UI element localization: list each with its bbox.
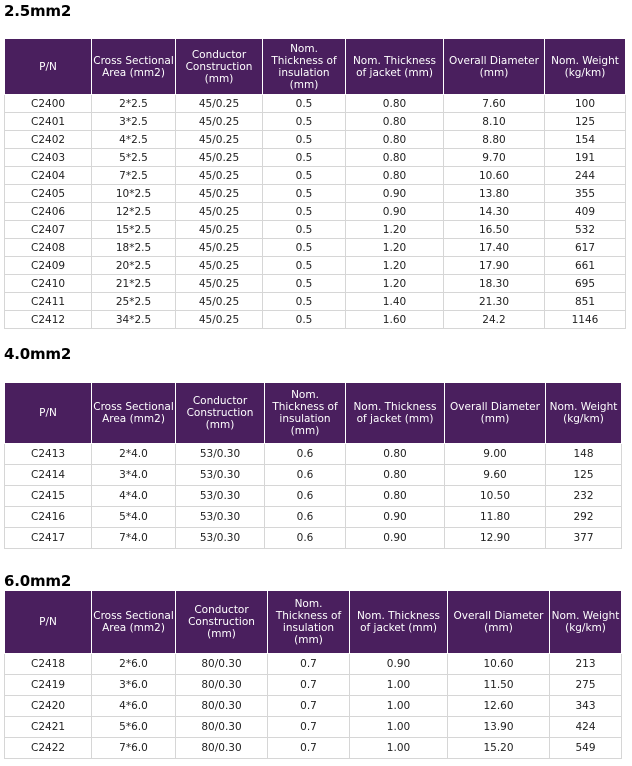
cell-conductor: 45/0.25	[176, 113, 263, 131]
cell-insulation: 0.5	[263, 239, 346, 257]
column-header-weight: Nom. Weight (kg/km)	[546, 383, 622, 444]
cell-area: 3*6.0	[92, 675, 176, 696]
cell-area: 2*6.0	[92, 654, 176, 675]
cell-diameter: 8.10	[444, 113, 545, 131]
cell-insulation: 0.7	[268, 717, 350, 738]
cell-pn: C2403	[5, 149, 92, 167]
cell-jacket: 0.90	[346, 528, 445, 549]
spec-table	[4, 590, 622, 759]
cell-insulation: 0.5	[263, 185, 346, 203]
cell-jacket: 0.80	[346, 167, 444, 185]
cell-insulation: 0.6	[265, 465, 346, 486]
cell-area: 25*2.5	[92, 293, 176, 311]
spec-table	[4, 38, 626, 329]
cell-pn: C2422	[5, 738, 92, 759]
cell-weight: 355	[545, 185, 626, 203]
column-header-pn: P/N	[5, 39, 92, 95]
cell-jacket: 0.90	[346, 507, 445, 528]
table-row	[5, 185, 626, 203]
cell-pn: C2406	[5, 203, 92, 221]
cell-diameter: 10.60	[448, 654, 550, 675]
cell-weight: 292	[546, 507, 622, 528]
table-row	[5, 221, 626, 239]
cell-conductor: 45/0.25	[176, 131, 263, 149]
cell-pn: C2412	[5, 311, 92, 329]
cell-insulation: 0.7	[268, 675, 350, 696]
cell-jacket: 1.40	[346, 293, 444, 311]
table-row	[5, 239, 626, 257]
cell-weight: 244	[545, 167, 626, 185]
cell-insulation: 0.5	[263, 257, 346, 275]
cell-diameter: 8.80	[444, 131, 545, 149]
cell-diameter: 17.40	[444, 239, 545, 257]
cell-conductor: 45/0.25	[176, 311, 263, 329]
column-header-area: Cross Sectional Area (mm2)	[92, 383, 176, 444]
cell-jacket: 1.00	[350, 717, 448, 738]
cell-area: 21*2.5	[92, 275, 176, 293]
cell-weight: 154	[545, 131, 626, 149]
cell-jacket: 0.80	[346, 131, 444, 149]
cell-area: 15*2.5	[92, 221, 176, 239]
cell-diameter: 9.60	[445, 465, 546, 486]
table-row	[5, 257, 626, 275]
cell-pn: C2420	[5, 696, 92, 717]
cell-conductor: 45/0.25	[176, 257, 263, 275]
cell-conductor: 80/0.30	[176, 738, 268, 759]
cell-diameter: 10.50	[445, 486, 546, 507]
cell-area: 20*2.5	[92, 257, 176, 275]
cell-conductor: 53/0.30	[176, 507, 265, 528]
cell-area: 12*2.5	[92, 203, 176, 221]
cell-pn: C2400	[5, 95, 92, 113]
cell-jacket: 1.00	[350, 675, 448, 696]
cell-conductor: 45/0.25	[176, 293, 263, 311]
cell-weight: 549	[550, 738, 622, 759]
cell-pn: C2419	[5, 675, 92, 696]
cell-insulation: 0.5	[263, 221, 346, 239]
cell-area: 7*6.0	[92, 738, 176, 759]
cell-jacket: 1.20	[346, 275, 444, 293]
column-header-pn: P/N	[5, 591, 92, 654]
cell-conductor: 53/0.30	[176, 444, 265, 465]
column-header-weight: Nom. Weight (kg/km)	[545, 39, 626, 95]
cell-jacket: 0.90	[350, 654, 448, 675]
cell-jacket: 1.60	[346, 311, 444, 329]
cell-diameter: 11.80	[445, 507, 546, 528]
header-row	[5, 383, 622, 444]
column-header-insulation: Nom. Thickness of insulation (mm)	[268, 591, 350, 654]
cell-pn: C2416	[5, 507, 92, 528]
cell-area: 4*6.0	[92, 696, 176, 717]
cell-area: 3*4.0	[92, 465, 176, 486]
table-row	[5, 131, 626, 149]
cell-area: 4*2.5	[92, 131, 176, 149]
cell-jacket: 0.80	[346, 95, 444, 113]
cell-diameter: 13.90	[448, 717, 550, 738]
cell-weight: 661	[545, 257, 626, 275]
table-row	[5, 738, 622, 759]
cell-diameter: 9.70	[444, 149, 545, 167]
cell-area: 3*2.5	[92, 113, 176, 131]
cell-conductor: 53/0.30	[176, 486, 265, 507]
cell-conductor: 45/0.25	[176, 221, 263, 239]
cell-weight: 377	[546, 528, 622, 549]
cell-jacket: 1.00	[350, 738, 448, 759]
cell-area: 34*2.5	[92, 311, 176, 329]
cell-diameter: 12.90	[445, 528, 546, 549]
cell-conductor: 45/0.25	[176, 203, 263, 221]
section-title: 4.0mm2	[4, 345, 72, 363]
cell-diameter: 17.90	[444, 257, 545, 275]
cell-weight: 424	[550, 717, 622, 738]
column-header-diameter: Overall Diameter (mm)	[445, 383, 546, 444]
table-row	[5, 311, 626, 329]
cell-area: 4*4.0	[92, 486, 176, 507]
cell-area: 2*4.0	[92, 444, 176, 465]
cell-insulation: 0.6	[265, 507, 346, 528]
cell-pn: C2407	[5, 221, 92, 239]
column-header-jacket: Nom. Thickness of jacket (mm)	[346, 39, 444, 95]
cell-weight: 695	[545, 275, 626, 293]
cell-diameter: 14.30	[444, 203, 545, 221]
cell-pn: C2411	[5, 293, 92, 311]
cell-pn: C2417	[5, 528, 92, 549]
cell-insulation: 0.5	[263, 203, 346, 221]
cell-area: 7*2.5	[92, 167, 176, 185]
cell-weight: 125	[545, 113, 626, 131]
cell-weight: 100	[545, 95, 626, 113]
table-row	[5, 149, 626, 167]
cell-weight: 213	[550, 654, 622, 675]
table-row	[5, 486, 622, 507]
cell-weight: 125	[546, 465, 622, 486]
spec-table	[4, 382, 622, 549]
cell-jacket: 0.80	[346, 113, 444, 131]
cell-insulation: 0.6	[265, 486, 346, 507]
cell-insulation: 0.6	[265, 528, 346, 549]
header-row	[5, 39, 626, 95]
cell-jacket: 0.80	[346, 486, 445, 507]
cell-area: 18*2.5	[92, 239, 176, 257]
cell-area: 5*2.5	[92, 149, 176, 167]
cell-pn: C2415	[5, 486, 92, 507]
cell-pn: C2413	[5, 444, 92, 465]
cell-weight: 191	[545, 149, 626, 167]
cell-diameter: 16.50	[444, 221, 545, 239]
header-row	[5, 591, 622, 654]
cell-weight: 343	[550, 696, 622, 717]
cell-conductor: 45/0.25	[176, 239, 263, 257]
cell-insulation: 0.7	[268, 654, 350, 675]
cell-area: 5*4.0	[92, 507, 176, 528]
cell-jacket: 1.20	[346, 257, 444, 275]
column-header-insulation: Nom. Thickness of insulation (mm)	[263, 39, 346, 95]
cell-pn: C2410	[5, 275, 92, 293]
cell-diameter: 11.50	[448, 675, 550, 696]
table-row	[5, 444, 622, 465]
cell-diameter: 18.30	[444, 275, 545, 293]
cell-weight: 232	[546, 486, 622, 507]
cell-conductor: 45/0.25	[176, 95, 263, 113]
cell-insulation: 0.5	[263, 95, 346, 113]
table-row	[5, 528, 622, 549]
cell-jacket: 0.80	[346, 465, 445, 486]
cell-conductor: 80/0.30	[176, 696, 268, 717]
cell-insulation: 0.5	[263, 293, 346, 311]
cell-diameter: 15.20	[448, 738, 550, 759]
cell-weight: 409	[545, 203, 626, 221]
table-row	[5, 717, 622, 738]
cell-diameter: 9.00	[445, 444, 546, 465]
column-header-conductor: Conductor Construction (mm)	[176, 591, 268, 654]
table-row	[5, 293, 626, 311]
cell-weight: 532	[545, 221, 626, 239]
cell-insulation: 0.5	[263, 167, 346, 185]
section-title: 6.0mm2	[4, 572, 72, 590]
table-row	[5, 675, 622, 696]
cell-insulation: 0.5	[263, 275, 346, 293]
cell-area: 2*2.5	[92, 95, 176, 113]
column-header-diameter: Overall Diameter (mm)	[444, 39, 545, 95]
cell-weight: 275	[550, 675, 622, 696]
cell-conductor: 45/0.25	[176, 275, 263, 293]
cell-insulation: 0.7	[268, 738, 350, 759]
cell-jacket: 1.00	[350, 696, 448, 717]
cell-insulation: 0.7	[268, 696, 350, 717]
cell-jacket: 0.80	[346, 444, 445, 465]
cell-conductor: 53/0.30	[176, 528, 265, 549]
cell-weight: 617	[545, 239, 626, 257]
cell-jacket: 0.80	[346, 149, 444, 167]
column-header-insulation: Nom. Thickness of insulation (mm)	[265, 383, 346, 444]
cell-pn: C2418	[5, 654, 92, 675]
column-header-weight: Nom. Weight (kg/km)	[550, 591, 622, 654]
cell-jacket: 0.90	[346, 185, 444, 203]
cell-diameter: 10.60	[444, 167, 545, 185]
cell-insulation: 0.5	[263, 113, 346, 131]
cell-weight: 148	[546, 444, 622, 465]
cell-area: 7*4.0	[92, 528, 176, 549]
column-header-conductor: Conductor Construction (mm)	[176, 39, 263, 95]
table-row	[5, 275, 626, 293]
cell-pn: C2409	[5, 257, 92, 275]
table-row	[5, 167, 626, 185]
cell-insulation: 0.6	[265, 444, 346, 465]
cell-jacket: 0.90	[346, 203, 444, 221]
cell-diameter: 7.60	[444, 95, 545, 113]
section-title: 2.5mm2	[4, 2, 72, 20]
cell-jacket: 1.20	[346, 221, 444, 239]
cell-diameter: 13.80	[444, 185, 545, 203]
cell-conductor: 80/0.30	[176, 675, 268, 696]
cell-weight: 851	[545, 293, 626, 311]
table-row	[5, 654, 622, 675]
table-row	[5, 203, 626, 221]
table-row	[5, 465, 622, 486]
cell-insulation: 0.5	[263, 311, 346, 329]
cell-conductor: 53/0.30	[176, 465, 265, 486]
table-row	[5, 507, 622, 528]
cell-diameter: 24.2	[444, 311, 545, 329]
column-header-area: Cross Sectional Area (mm2)	[92, 39, 176, 95]
cell-pn: C2401	[5, 113, 92, 131]
cell-pn: C2414	[5, 465, 92, 486]
table-row	[5, 696, 622, 717]
cell-conductor: 45/0.25	[176, 167, 263, 185]
column-header-diameter: Overall Diameter (mm)	[448, 591, 550, 654]
cell-pn: C2408	[5, 239, 92, 257]
cell-pn: C2421	[5, 717, 92, 738]
table-row	[5, 113, 626, 131]
cell-diameter: 12.60	[448, 696, 550, 717]
cell-conductor: 45/0.25	[176, 149, 263, 167]
cell-pn: C2404	[5, 167, 92, 185]
column-header-jacket: Nom. Thickness of jacket (mm)	[350, 591, 448, 654]
cell-area: 10*2.5	[92, 185, 176, 203]
cell-weight: 1146	[545, 311, 626, 329]
cell-pn: C2402	[5, 131, 92, 149]
column-header-pn: P/N	[5, 383, 92, 444]
cell-pn: C2405	[5, 185, 92, 203]
column-header-jacket: Nom. Thickness of jacket (mm)	[346, 383, 445, 444]
cell-conductor: 80/0.30	[176, 717, 268, 738]
cell-conductor: 80/0.30	[176, 654, 268, 675]
column-header-conductor: Conductor Construction (mm)	[176, 383, 265, 444]
cell-insulation: 0.5	[263, 131, 346, 149]
cell-area: 5*6.0	[92, 717, 176, 738]
cell-jacket: 1.20	[346, 239, 444, 257]
table-row	[5, 95, 626, 113]
cell-conductor: 45/0.25	[176, 185, 263, 203]
cell-insulation: 0.5	[263, 149, 346, 167]
cell-diameter: 21.30	[444, 293, 545, 311]
column-header-area: Cross Sectional Area (mm2)	[92, 591, 176, 654]
